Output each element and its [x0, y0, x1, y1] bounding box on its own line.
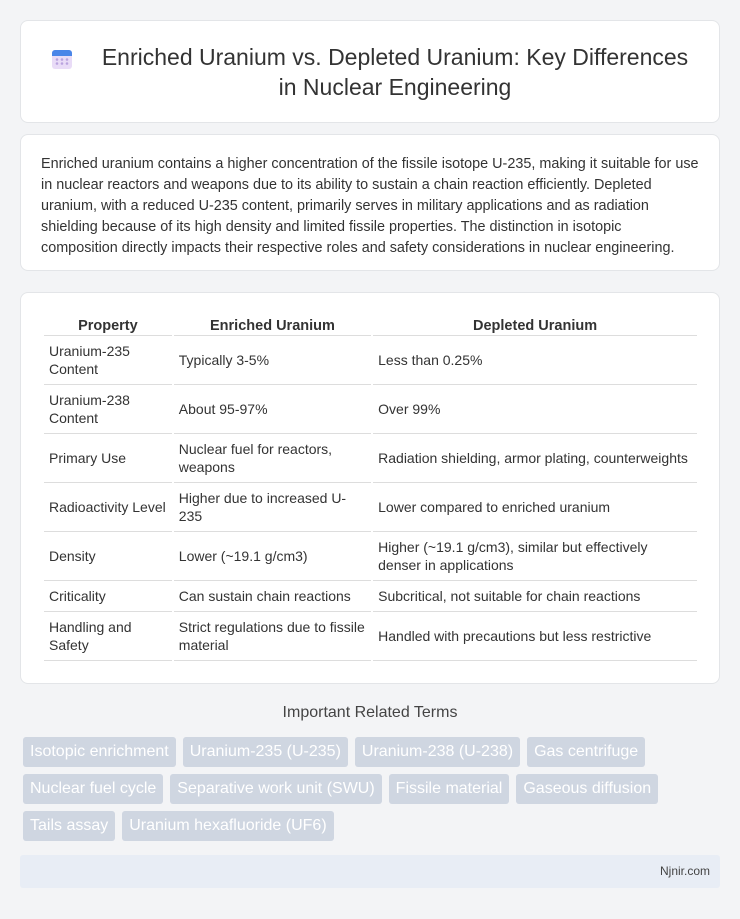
- table-cell: Nuclear fuel for reactors, weapons: [174, 434, 371, 483]
- table-cell: Criticality: [44, 581, 172, 612]
- table-cell: Subcritical, not suitable for chain reactions: [373, 581, 697, 612]
- table-cell: Handling and Safety: [44, 612, 172, 661]
- term-tag[interactable]: Isotopic enrichment: [23, 737, 176, 767]
- intro-card: [20, 134, 720, 271]
- related-terms-list: [23, 737, 723, 848]
- table-cell: Radioactivity Level: [44, 483, 172, 532]
- table-row: [44, 483, 697, 532]
- column-header: Property: [44, 311, 172, 336]
- table-cell: Uranium-238 Content: [44, 385, 172, 434]
- term-tag[interactable]: Separative work unit (SWU): [170, 774, 381, 804]
- related-terms-title: Important Related Terms: [282, 704, 458, 721]
- table-cell: Density: [44, 532, 172, 581]
- table-cell: Radiation shielding, armor plating, counterweights: [373, 434, 697, 483]
- table-cell: Higher (~19.1 g/cm3), similar but effectively denser in applications: [373, 532, 697, 581]
- intro-text: Enriched uranium contains a higher concentration of the fissile isotope U-235, making it suitable for use in nuclear reactors and weapons due to its ability to sustain a chain reaction efficiently. Depleted uranium, with a reduced U-235 content, primarily serves in military applications and as radiation shielding because of its high density and limited fissile properties. The distinction in isotopic composition directly impacts their respective roles and safety considerations in nuclear engineering.: [41, 156, 699, 256]
- table-cell: Strict regulations due to fissile material: [174, 612, 371, 661]
- table-header-row: [44, 311, 697, 336]
- term-tag[interactable]: Uranium-235 (U-235): [183, 737, 348, 767]
- column-header: Enriched Uranium: [174, 311, 371, 336]
- term-tag[interactable]: Gas centrifuge: [527, 737, 645, 767]
- term-tag[interactable]: Gaseous diffusion: [516, 774, 658, 804]
- table-cell: Handled with precautions but less restrictive: [373, 612, 697, 661]
- table-row: [44, 532, 697, 581]
- footer: [20, 855, 720, 888]
- footer-site-link[interactable]: Njnir.com: [659, 864, 710, 878]
- table-cell: Over 99%: [373, 385, 697, 434]
- header-card: [20, 20, 720, 123]
- table-row: [44, 385, 697, 434]
- comparison-table: [42, 311, 699, 661]
- table-cell: Less than 0.25%: [373, 336, 697, 385]
- term-tag[interactable]: Fissile material: [389, 774, 510, 804]
- table-cell: About 95-97%: [174, 385, 371, 434]
- table-cell: Lower compared to enriched uranium: [373, 483, 697, 532]
- table-cell: Higher due to increased U-235: [174, 483, 371, 532]
- column-header: Depleted Uranium: [373, 311, 697, 336]
- term-tag[interactable]: Uranium-238 (U-238): [355, 737, 520, 767]
- table-cell: Lower (~19.1 g/cm3): [174, 532, 371, 581]
- comparison-table-card: [20, 292, 720, 684]
- table-cell: Typically 3-5%: [174, 336, 371, 385]
- table-cell: Primary Use: [44, 434, 172, 483]
- term-tag[interactable]: Tails assay: [23, 811, 115, 841]
- table-cell: Can sustain chain reactions: [174, 581, 371, 612]
- term-tag[interactable]: Uranium hexafluoride (UF6): [122, 811, 333, 841]
- table-row: [44, 581, 697, 612]
- term-tag[interactable]: Nuclear fuel cycle: [23, 774, 163, 804]
- table-row: [44, 612, 697, 661]
- table-row: [44, 434, 697, 483]
- table-cell: Uranium-235 Content: [44, 336, 172, 385]
- page-title: Enriched Uranium vs. Depleted Uranium: Key Differences in Nuclear Engineering: [101, 43, 689, 100]
- table-row: [44, 336, 697, 385]
